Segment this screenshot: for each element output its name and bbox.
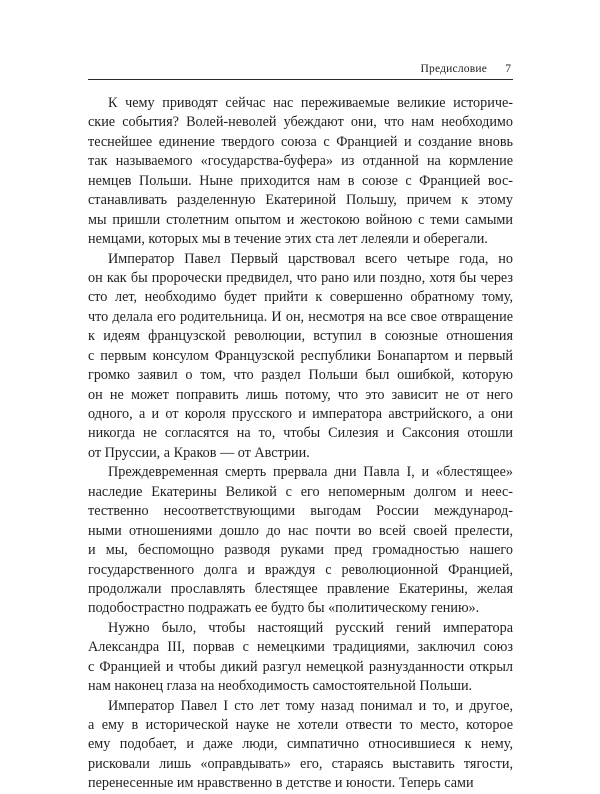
text-line: с Францией и чтобы дикий разгул немецкой разнузданности открыл: [88, 658, 513, 675]
text-line: Император Павел Первый царствовал всего четыре года, но: [108, 250, 513, 267]
text-line: что делала его родительница. И он, несмотря на все свое отвращение: [88, 308, 513, 325]
text-line: подобострастно подражать ее будто бы «политическому гению».: [88, 600, 480, 617]
text-line: с первым консулом Французской республики Бонапартом и первый: [88, 347, 513, 364]
paragraph: [88, 619, 513, 697]
body-text: [88, 94, 513, 794]
text-line: к идеям французской революции, вступил в союзные отношения: [88, 328, 513, 345]
text-line: государственного долга и враждуя с революционной Францией,: [88, 561, 513, 578]
text-line: ными отношениями дошло до нас почти во всей своей прелести,: [88, 522, 513, 539]
text-line: Александра III, порвав с немецкими традициями, заключил союз: [88, 639, 513, 656]
text-line: ему подобает, и даже люди, симпатично относившиеся к нему,: [88, 736, 513, 753]
text-line: сто лет, необходимо будет прийти к совершенно обратному тому,: [88, 289, 513, 306]
text-line: мы пришли столетним опытом и жестокою войною с теми самыми: [88, 211, 513, 228]
text-line: от Пруссии, а Краков — от Австрии.: [88, 444, 310, 461]
text-line: рисковали лишь «оправдывать» его, стараясь выставить тягости,: [88, 755, 513, 772]
page-number: 7: [505, 63, 511, 75]
text-line: а ему в исторической науке не хотели отвести то место, которое: [88, 717, 513, 733]
text-line: немцев Польши. Ныне приходится нам в союзе с Францией вос-: [88, 172, 513, 189]
text-line: громко заявил о том, что раздел Польши был ошибкой, которую: [88, 367, 513, 384]
paragraph: [88, 463, 513, 619]
text-line: К чему приводят сейчас нас переживаемые великие историче-: [108, 95, 513, 111]
text-line: станавливать разделенную Екатериной Польшу, причем к этому: [88, 192, 513, 209]
text-line: нам наконец глаза на необходимость самостоятельной Польши.: [88, 678, 473, 695]
text-line: перенесенные им нравственно в детстве и юности. Теперь сами: [88, 775, 474, 792]
text-line: он не может поправить лишь потому, что это зависит не от него: [88, 386, 513, 403]
text-line: продолжали прославлять блестящее правление Екатерины, желая: [88, 580, 513, 597]
text-line: Император Павел I сто лет тому назад понимал и то, и другое,: [108, 697, 513, 714]
running-header: [88, 63, 513, 80]
text-line: Нужно было, чтобы настоящий русский гений императора: [108, 619, 513, 636]
running-header-title: Предисловие: [420, 63, 487, 75]
paragraph: [88, 697, 513, 794]
text-line: наследие Екатерины Великой с его непомерным долгом и неес-: [88, 483, 513, 500]
text-line: одного, а и от короля прусского и императора австрийского, а они: [88, 406, 513, 422]
text-line: немцами, которых мы в течение этих ста лет лелеяли и оберегали.: [88, 231, 488, 248]
paragraph: [88, 94, 513, 250]
text-line: так называемого «государства-буфера» из отданной на кормление: [88, 153, 513, 170]
text-line: тественно несоответствующими выгодам России международ-: [88, 503, 513, 520]
text-line: теснейшее единение твердого союза с Францией и создание вновь: [88, 133, 513, 150]
text-line: Преждевременная смерть прервала дни Павла I, и «блестящее»: [108, 464, 513, 481]
paragraph: [88, 250, 513, 464]
text-line: он как бы пророчески предвидел, что рано или поздно, хотя бы через: [88, 269, 513, 286]
text-line: и мы, беспомощно разводя руками пред громадностью нашего: [88, 542, 513, 559]
text-line: ские события? Волей-неволей убеждают они, что нам необходимо: [88, 114, 513, 131]
text-line: никогда не согласятся на то, чтобы Силезия и Саксония отошли: [88, 425, 513, 442]
